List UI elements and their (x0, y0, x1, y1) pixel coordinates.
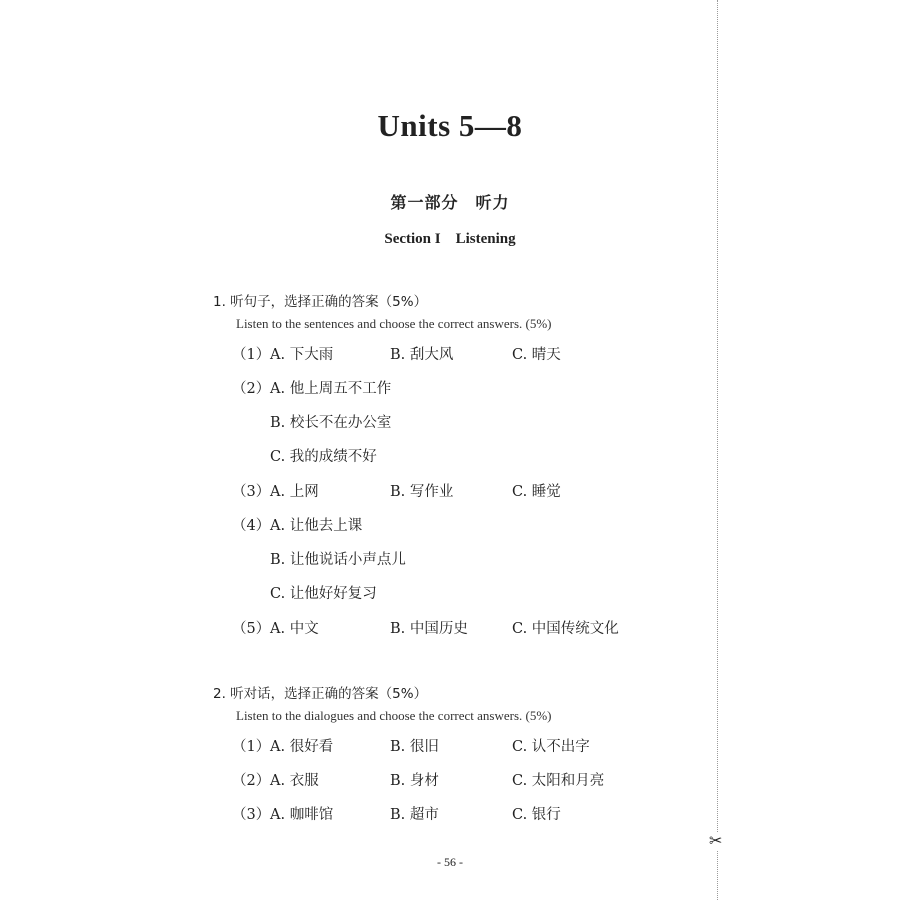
option-c: C. 认不出字 (512, 739, 590, 755)
question-1-heading: 1. 听句子，选择正确的答案（5%） (213, 294, 428, 310)
option-c: C. 中国传统文化 (512, 621, 619, 637)
scissors-icon: ✂ (709, 831, 723, 850)
item-number: （2） (232, 381, 271, 397)
option-a: A. 很好看 (270, 739, 334, 755)
section-title: Section I Listening (384, 231, 516, 247)
question-1-subtitle: Listen to the sentences and choose the correct answers. (5%) (236, 316, 552, 331)
option-b: B. 中国历史 (390, 621, 468, 637)
option-c: C. 睡觉 (512, 484, 561, 500)
item-number: （2） (232, 773, 271, 789)
item-number: （3） (232, 807, 271, 823)
option-c: C. 晴天 (512, 347, 561, 363)
item-number: （1） (232, 739, 271, 755)
page-number: - 56 - (437, 855, 463, 869)
option-a: A. 衣服 (270, 773, 319, 789)
option-b: B. 写作业 (390, 484, 454, 500)
item-number: （3） (232, 484, 271, 500)
option-b: B. 很旧 (390, 739, 439, 755)
question-2-subtitle: Listen to the dialogues and choose the correct answers. (5%) (236, 708, 552, 723)
option-a: A. 上网 (270, 484, 319, 500)
option-b: B. 让他说话小声点儿 (270, 552, 406, 568)
cut-line (717, 0, 718, 900)
option-a: A. 咖啡馆 (270, 807, 334, 823)
option-b: B. 身材 (390, 773, 439, 789)
option-b: B. 校长不在办公室 (270, 415, 392, 431)
option-c: C. 让他好好复习 (270, 586, 377, 602)
item-number: （4） (232, 518, 271, 534)
page-title: Units 5—8 (377, 108, 523, 143)
option-c: C. 银行 (512, 807, 561, 823)
option-a: A. 中文 (270, 621, 319, 637)
option-a: A. 下大雨 (270, 347, 334, 363)
question-2-heading: 2. 听对话，选择正确的答案（5%） (213, 686, 428, 702)
option-c: C. 我的成绩不好 (270, 449, 377, 465)
option-b: B. 超市 (390, 807, 439, 823)
part-title: 第一部分 听力 (390, 193, 510, 212)
item-number: （1） (232, 347, 271, 363)
option-b: B. 刮大风 (390, 347, 454, 363)
option-c: C. 太阳和月亮 (512, 773, 605, 789)
option-a: A. 他上周五不工作 (270, 381, 392, 397)
option-a: A. 让他去上课 (270, 518, 363, 534)
item-number: （5） (232, 621, 271, 637)
